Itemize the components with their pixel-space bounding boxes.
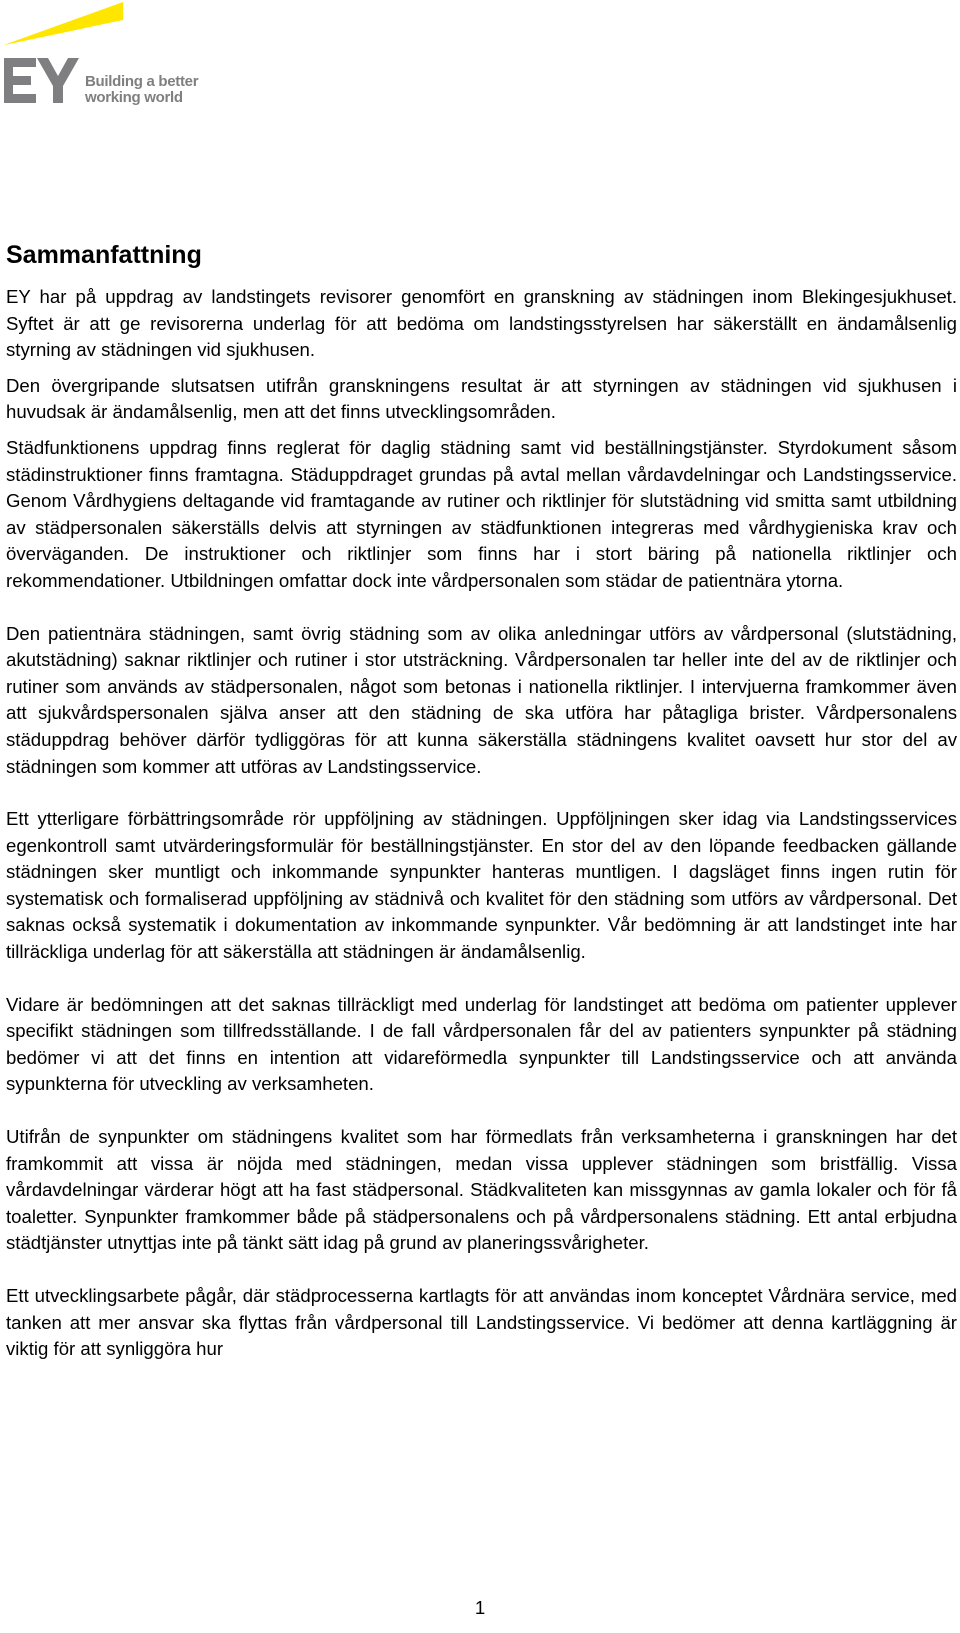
paragraph-7: Utifrån de synpunkter om städningens kvalitet som har förmedlats från verksamheterna i granskningen har det framkommit att vissa är nöjda med städningen, medan vissa upplever städningen som bristfällig. Vissa vårdavdelningar värderar högt att ha fast städpersonal. Städkvaliteten kan missgynnas av gamla lokaler och för få toaletter. Synpunkter framkommer både på städpersonalens och på vårdpersonalens städning. Ett antal erbjudna städtjänster utnyttjas inte på tänkt sätt idag på grund av planeringssvårigheter. bbox=[6, 1126, 957, 1254]
paragraph-5: Ett ytterligare förbättringsområde rör uppföljning av städningen. Uppföljningen sker idag via Landstingsservices egenkontroll samt utvärderingsformulär för beställningstjänster. En stor del av den löpande feedbacken gällande städningen sker muntligt och inkommande synpunkter hanteras muntligen. I dagsläget finns ingen rutin för systematisk och formaliserad uppföljning av städnivå och kvalitet för den städning som utförs av vårdpersonal. Det saknas också systematik i dokumentation av inkommande synpunkter. Vår bedömning är att landstinget inte har tillräckliga underlag för att säkerställa att städningen är ändamålsenlig. bbox=[6, 808, 957, 963]
ey-logo-beam-overlay bbox=[4, 0, 129, 50]
paragraph-2: Den övergripande slutsatsen utifrån granskningens resultat är att styrningen av städningen vid sjukhusen i huvudsak är ändamålsenlig, men att det finns utvecklingsområden. bbox=[6, 374, 957, 423]
paragraph-4: Den patientnära städningen, samt övrig städning som av olika anledningar utförs av vårdpersonal (slutstädning, akutstädning) saknar riktlinjer och rutiner i stor utsträckning. Vårdpersonalen tar heller inte del av de riktlinjer och rutiner som används av städpersonalen, något som betonas i nationella riktlinjer. I intervjuerna framkommer även att sjukvårdspersonalen själva anser att den städning de ska utföra har påtagliga brister. Vårdpersonalens städuppdrag behöver därför tydliggöras för att kunna säkerställa städningens kvalitet oavsett hur stor del av städningen som kommer att utföras av Landstingsservice. bbox=[6, 622, 957, 777]
logo-tagline bbox=[85, 74, 198, 106]
ey-logo-letters bbox=[4, 58, 79, 103]
paragraph-8: Ett utvecklingsarbete pågår, där städprocesserna kartlagts för att användas inom konceptet Vårdnära service, med tanken att mer ansvar ska flyttas från vårdpersonal till Landstingsservice. Vi bedömer att denna kartläggning är viktig för att synliggöra hur bbox=[6, 1285, 957, 1360]
paragraph-3: Städfunktionens uppdrag finns reglerat för daglig städning samt vid beställningstjänster. Styrdokument såsom städinstruktioner finns framtagna. Städuppdraget grundas på avtal mellan vårdavdelningar och Landstingsservice. Genom Vårdhygiens deltagande vid framtagande av rutiner och riktlinjer för slutstädning vid smitta samt utbildning av städpersonalen säkerställs delvis att styrningen av städfunktionen integreras med vårdhygieniska krav och överväganden. De instruktioner och riktlinjer som finns har i stort bäring på nationella riktlinjer och rekommendationer. Utbildningen omfattar dock inte vårdpersonalen som städar de patientnära ytorna. bbox=[6, 436, 957, 591]
logo-tagline-line2: working world bbox=[85, 89, 183, 106]
section-heading: Sammanfattning bbox=[6, 241, 202, 269]
paragraph-1: EY har på uppdrag av landstingets revisorer genomfört en granskning av städningen inom Blekingesjukhuset. Syftet är att ge revisorerna underlag för att bedöma om landstingsstyrelsen har säkerställt en ändamålsenlig styrning av städningen vid sjukhusen. bbox=[6, 286, 957, 361]
logo-tagline-line1: Building a better bbox=[85, 73, 199, 90]
page-number: 1 bbox=[474, 1597, 486, 1618]
paragraph-6: Vidare är bedömningen att det saknas tillräckligt med underlag för landstinget att bedöma om patienter upplever specifikt städningen som tillfredsställande. I de fall vårdpersonalen får del av patienters synpunkter på städning bedömer vi att det finns en intention att vidareförmedla synpunkter till Landstingsservice och att använda sypunkterna för utveckling av verksamheten. bbox=[6, 993, 957, 1095]
document-body bbox=[6, 238, 957, 1363]
